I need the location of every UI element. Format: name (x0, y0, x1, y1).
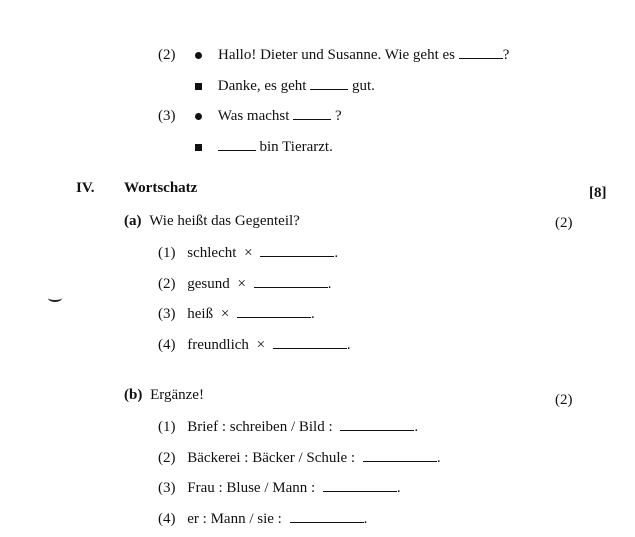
item-number: (1) (158, 419, 176, 435)
section-number: IV. (76, 180, 95, 196)
list-item (158, 273, 331, 293)
list-item (158, 334, 351, 354)
part-b-title: Ergänze! (150, 387, 204, 403)
dialog-line-2-question (158, 44, 509, 64)
item-text: Bäckerei : Bäcker / Schule : (187, 450, 356, 466)
dialog-number: (2) (158, 47, 176, 63)
dialog-line-3-question (158, 105, 342, 125)
dialog-end: ? (334, 108, 342, 124)
item-end: . (414, 419, 419, 435)
item-number: (4) (158, 511, 176, 527)
dialog-number: (3) (158, 108, 176, 124)
bullet-square-icon (195, 144, 202, 151)
item-number: (4) (158, 337, 176, 353)
dialog-line-3-answer (195, 136, 333, 156)
answer-blank[interactable] (218, 136, 256, 151)
item-word: gesund (187, 276, 230, 292)
list-item (158, 508, 367, 528)
dialog-text: Hallo! Dieter und Susanne. Wie geht es (218, 47, 455, 63)
answer-blank[interactable] (323, 477, 397, 492)
item-text: er : Mann / sie : (187, 511, 282, 527)
list-item (158, 477, 401, 497)
item-number: (2) (158, 450, 176, 466)
part-b-heading (124, 387, 204, 404)
dialog-line-2-answer (195, 75, 375, 95)
answer-blank[interactable] (340, 416, 414, 431)
item-end: . (346, 337, 351, 353)
item-number: (3) (158, 306, 176, 322)
answer-blank[interactable] (459, 44, 503, 59)
times-icon: × (244, 245, 253, 261)
item-word: schlecht (187, 245, 237, 261)
answer-blank[interactable] (237, 303, 311, 318)
stray-pen-mark (48, 294, 62, 302)
dialog-text: Danke, es geht (217, 78, 307, 94)
item-end: . (436, 450, 441, 466)
item-text: Brief : schreiben / Bild : (187, 419, 333, 435)
item-end: . (396, 480, 401, 496)
answer-blank[interactable] (310, 75, 348, 90)
section-title: Wortschatz (124, 180, 198, 196)
times-icon: × (256, 337, 266, 353)
answer-blank[interactable] (290, 508, 364, 523)
list-item (158, 447, 441, 467)
item-number: (2) (158, 276, 176, 292)
bullet-square-icon (195, 83, 202, 90)
list-item (158, 416, 418, 436)
item-end: . (311, 306, 315, 322)
dialog-end: gut. (351, 78, 375, 94)
section-marks: [8] (589, 185, 607, 201)
item-number: (3) (158, 480, 176, 496)
answer-blank[interactable] (363, 447, 437, 462)
item-end: . (327, 276, 332, 292)
part-a-label: (a) (124, 213, 142, 229)
answer-blank[interactable] (273, 334, 347, 349)
dialog-end: bin Tierarzt. (259, 139, 333, 155)
item-text: Frau : Bluse / Mann : (187, 480, 316, 496)
item-end: . (363, 511, 368, 527)
answer-blank[interactable] (260, 242, 334, 257)
times-icon: × (237, 276, 246, 292)
bullet-circle-icon (195, 113, 202, 120)
answer-blank[interactable] (254, 273, 328, 288)
part-a-heading (124, 213, 300, 230)
part-b-label: (b) (124, 387, 143, 403)
item-word: heiß (187, 306, 214, 322)
part-a-title: Wie heißt das Gegenteil? (149, 213, 300, 229)
part-b-marks: (2) (555, 392, 573, 408)
bullet-circle-icon (195, 52, 202, 59)
list-item (158, 303, 315, 323)
dialog-end: ? (502, 47, 510, 63)
part-a-marks: (2) (555, 215, 573, 231)
answer-blank[interactable] (293, 105, 331, 120)
item-word: freundlich (187, 337, 249, 353)
item-number: (1) (158, 245, 176, 261)
times-icon: × (220, 306, 230, 322)
list-item (158, 242, 338, 262)
item-end: . (334, 245, 339, 261)
dialog-text: Was machst (217, 108, 290, 124)
